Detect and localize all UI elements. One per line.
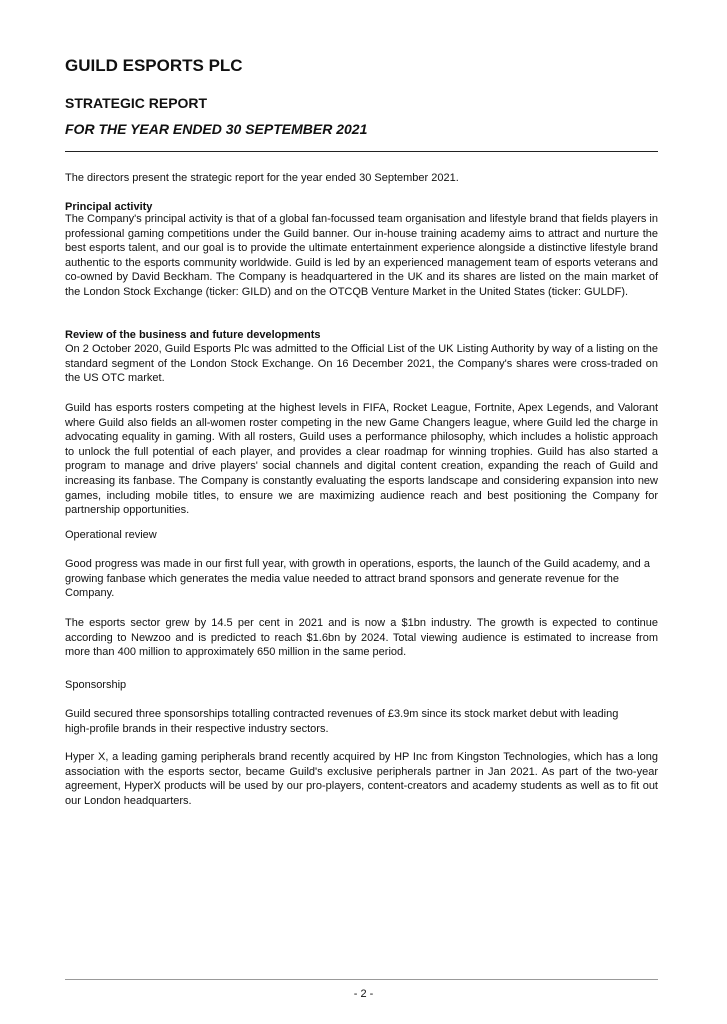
review-heading: Review of the business and future developments [65, 329, 321, 341]
review-paragraph-1: On 2 October 2020, Guild Esports Plc was admitted to the Official List of the UK Listing Authority by way of a listing on the standard segment of the London Stock Exchange. On 16 December 2021, the Company's shares were cross-traded on the US OTC market. [65, 343, 658, 385]
intro-paragraph: The directors present the strategic report for the year ended 30 September 2021. [65, 172, 459, 184]
company-name: GUILD ESPORTS PLC [65, 56, 243, 75]
operational-paragraph-1: Good progress was made in our first full year, with growth in operations, esports, the launch of the Guild academy, and a growing fanbase which generates the media value needed to attract brand sponsors and generate revenue for the Company. [65, 558, 650, 600]
operational-paragraph-2: The esports sector grew by 14.5 per cent in 2021 and is now a $1bn industry. The growth is expected to continue according to Newzoo and is predicted to reach $1.6bn by 2024. Total viewing audience is estimated to increase from more than 400 million to approximately 650 million in the same period. [65, 617, 658, 659]
sponsorship-paragraph-2: Hyper X, a leading gaming peripherals brand recently acquired by HP Inc from Kingston Technologies, which has a long association with the esports sector, became Guild's exclusive peripherals partner in Jan 2021. As part of the two-year agreement, HyperX products will be used by our pro-players, content-creators and academy students as well as to fit out our London headquarters. [65, 751, 658, 807]
report-title: STRATEGIC REPORT [65, 95, 208, 111]
operational-review-heading: Operational review [65, 529, 157, 541]
sponsorship-paragraph-1: Guild secured three sponsorships totalling contracted revenues of £3.9m since its stock market debut with leading high-profile brands in their respective industry sectors. [65, 708, 619, 735]
page-number: - 2 - [353, 988, 374, 1000]
sponsorship-heading: Sponsorship [65, 679, 127, 691]
report-period: FOR THE YEAR ENDED 30 SEPTEMBER 2021 [65, 121, 368, 137]
header-divider [65, 151, 658, 152]
principal-activity-heading: Principal activity [65, 201, 153, 213]
principal-activity-paragraph: The Company's principal activity is that of a global fan-focussed team organisation and lifestyle brand that fields players in professional gaming competitions under the Guild banner. Our in-house training academy aims to attract and nurture the best esports talent, and our goal is to provide the ultimate entertainment experience alongside a distinctive lifestyle brand authentic to the esports community worldwide. Guild is led by an experienced management team of esports veterans and co-owned by David Beckham. The Company is headquartered in the UK and its shares are listed on the main market of the London Stock Exchange (ticker: GILD) and on the OTCQB Venture Market in the United States (ticker: GULDF). [65, 213, 658, 298]
footer-divider [65, 979, 658, 980]
review-paragraph-2: Guild has esports rosters competing at the highest levels in FIFA, Rocket League, Fortnite, Apex Legends, and Valorant where Guild also fields an all-women roster competing in the new Game Changers league, where Guild led the charge in advocating equality in gaming. With all rosters, Guild uses a performance philosophy, which includes a holistic approach to unlock the full potential of each player, and provides a clear roadmap for winning trophies. Guild has also started a program to manage and drive players' social channels and digital content creation, expanding the reach of Guild and increasing its fanbase. The Company is constantly evaluating the esports landscape and considering expansion into new games, including mobile titles, to ensure we are maximizing audience reach and best positioning the Company for partnership opportunities. [65, 402, 658, 517]
